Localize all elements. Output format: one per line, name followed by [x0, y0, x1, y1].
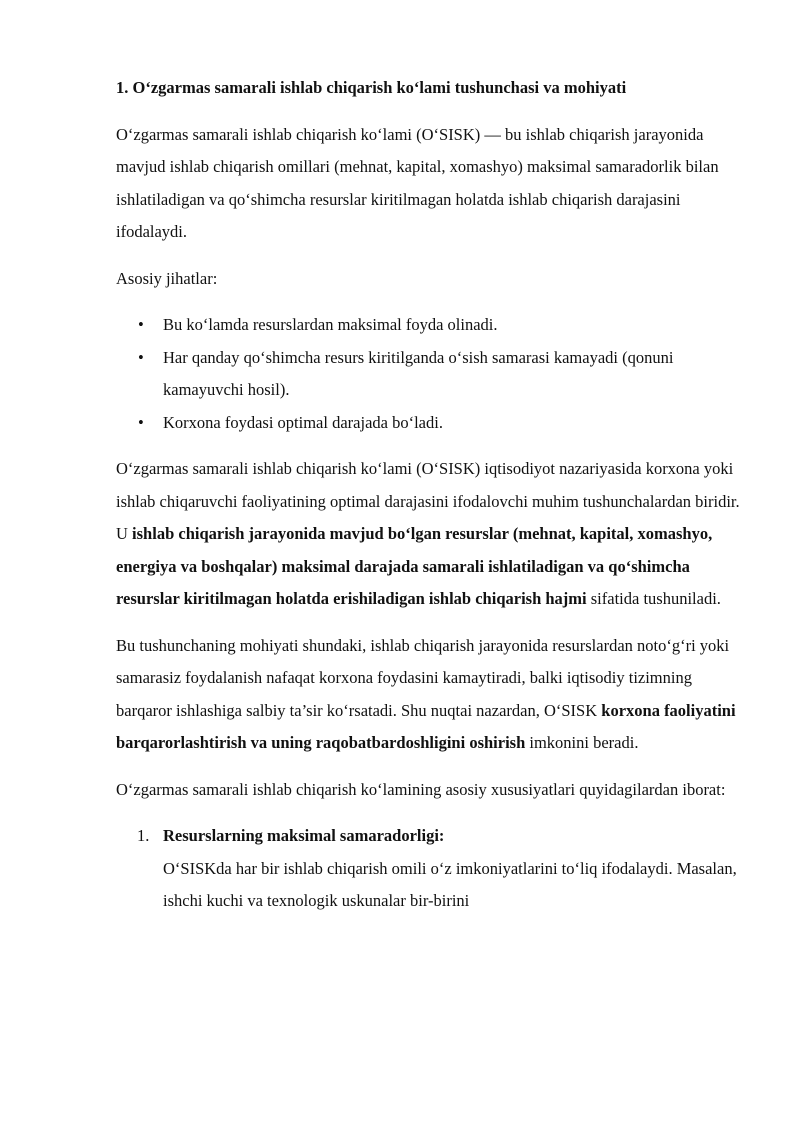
aspects-list	[116, 309, 746, 439]
item-title: Resurslarning maksimal samaradorligi:	[163, 826, 445, 845]
item-text: O‘SISKda har bir ishlab chiqarish omili o‘z imkoniyatlarini to‘liq ifodalaydi. Masalan, ishchi kuchi va texnologik uskunalar bir-birini	[163, 858, 737, 910]
list-item	[116, 342, 746, 407]
essence-text: Bu tushunchaning mohiyati shundaki, ishlab chiqarish jarayonida resurslardan noto‘g‘ri yoki samarasiz foydalanish nafaqat korxona foydasini kamaytiradi, balki iqtisodiy tizimning barqaror ishlashiga salbiy ta’sir ko‘rsatadi. Shu nuqtai nazardan, O‘SISK	[116, 635, 730, 720]
list-item-text: Har qanday qo‘shimcha resurs kiritilganda o‘sish samarasi kamayadi (qonuni kamayuvchi hosil).	[163, 347, 674, 399]
section-heading: 1. O‘zgarmas samarali ishlab chiqarish ko‘lami tushunchasi va mohiyati	[116, 78, 627, 97]
list-item-text: Korxona foydasi optimal darajada bo‘ladi.	[163, 412, 443, 432]
definition-paragraph	[116, 453, 746, 616]
aspects-label: Asosiy jihatlar:	[116, 268, 218, 288]
features-intro: O‘zgarmas samarali ishlab chiqarish ko‘lamining asosiy xususiyatlari quyidagilardan iborat:	[116, 779, 726, 799]
list-item-text: Bu ko‘lamda resurslardan maksimal foyda olinadi.	[163, 315, 498, 334]
list-item	[116, 820, 746, 918]
definition-emphasis: ishlab chiqarish jarayonida mavjud bo‘lgan resurslar (mehnat, kapital, xomashyo, energiya va boshqalar) maksimal darajada samarali ishlatiladigan va qo‘shimcha resurslar kiritilmagan holatda erishiladigan ishlab chiqarish hajmi	[116, 524, 713, 608]
intro-paragraph: O‘zgarmas samarali ishlab chiqarish ko‘lami (O‘SISK) — bu ishlab chiqarish jarayonida mavjud ishlab chiqarish omillari (mehnat, kapital, xomashyo) maksimal samaradorlik bilan ishlatiladigan va qo‘shimcha resurslar kiritilmagan holatda ishlab chiqarish darajasini ifodalaydi.	[116, 124, 719, 241]
definition-tail: sifatida tushuniladi.	[586, 589, 721, 608]
list-item	[116, 407, 746, 440]
definition-text: O‘zgarmas samarali ishlab chiqarish ko‘lami (O‘SISK) iqtisodiyot nazariyasida korxona yoki ishlab chiqaruvchi faoliyatining optimal darajasini ifodalovchi muhim tushunchalardan biridir. U	[116, 459, 740, 543]
bullet-icon: •	[138, 347, 144, 367]
bullet-icon: •	[138, 412, 144, 432]
list-item	[116, 309, 746, 342]
features-list	[116, 820, 746, 918]
item-number: 1.	[137, 826, 150, 845]
bullet-icon: •	[138, 315, 144, 334]
essence-emphasis: korxona faoliyatini barqarorlashtirish va uning raqobatbardoshligini oshirish	[116, 700, 736, 752]
essence-tail: imkonini beradi.	[525, 733, 639, 752]
essence-paragraph	[116, 630, 746, 760]
document-page	[116, 72, 746, 918]
